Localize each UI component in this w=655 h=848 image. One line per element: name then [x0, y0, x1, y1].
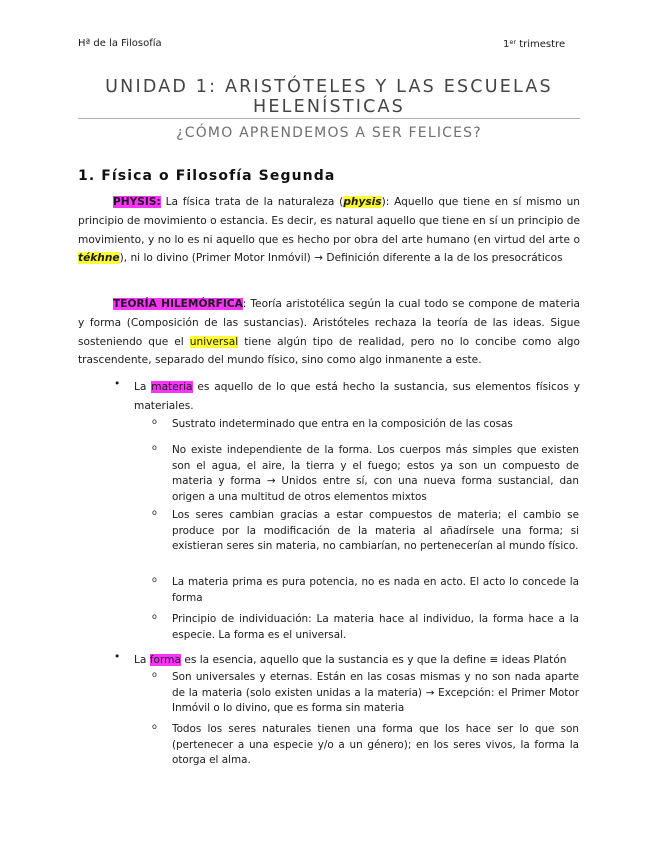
term-physis-italic: physis: [343, 196, 382, 208]
sub-bullet-glyph: o: [152, 443, 157, 452]
header-term-number: 1: [503, 39, 510, 50]
header-subject: Hª de la Filosofía: [78, 38, 162, 49]
term-materia: materia: [151, 381, 193, 393]
paragraph-hilemorfica: [78, 295, 580, 370]
text-run: La: [134, 654, 150, 666]
sub-item-text: Todos los seres naturales tienen una forma que los hace ser lo que son (pertenecer a una especie y/o a un género); en los seres vivos, la forma la otorga el alma.: [172, 723, 579, 766]
bullet-glyph: •: [114, 651, 121, 663]
sub-bullet-glyph: o: [152, 670, 157, 679]
title-divider: [78, 118, 580, 119]
term-forma: forma: [149, 654, 181, 666]
bullet-glyph: •: [114, 378, 121, 390]
header-term-ordinal: er: [509, 38, 517, 46]
page-subtitle: ¿CÓMO APRENDEMOS A SER FELICES?: [176, 125, 482, 141]
page-title: UNIDAD 1: ARISTÓTELES Y LAS ESCUELAS HELENÍSTICAS: [105, 77, 553, 117]
sub-bullet-glyph: o: [152, 508, 157, 517]
sub-bullet-glyph: o: [152, 612, 157, 621]
sub-item-text: Principio de individuación: La materia hace al individuo, la forma hace a la especie. La forma es el universal.: [172, 613, 579, 641]
sub-item-text: Son universales y eternas. Están en las cosas mismas y no son nada aparte de la materia (solo existen unidas a la materia) → Excepción: el Primer Motor Inmóvil o lo divino, que es forma sin materia: [172, 671, 579, 714]
text-run: La física trata de la naturaleza (: [160, 196, 344, 208]
text-run: es la esencia, aquello que la sustancia es y que la define ≡ ideas Platón: [180, 654, 567, 666]
sub-item-text: Los seres cambian gracias a estar compuestos de materia; el cambio se produce por la modificación de la materia al añadírsele una forma; si existieran seres sin materia, no cambiarían, no pertenecerían al mundo físico.: [172, 509, 579, 552]
term-tekhne: tékhne: [78, 252, 120, 265]
text-run: ): Aquello que tiene en sí mismo un principio de movimiento o estancia. Es decir, es natural aquello que tiene en sí un principio de movimiento, y no lo es ni aquello que es hecho por obra del arte humano (en virtud del arte o: [78, 196, 581, 246]
sub-item-text: Sustrato indeterminado que entra en la composición de las cosas: [172, 418, 513, 430]
sub-item-text: La materia prima es pura potencia, no es nada en acto. El acto lo concede la forma: [172, 576, 579, 604]
text-run: tiene algún tipo de realidad, pero no lo concibe como algo trascendente, separado del mundo físico, sino como algo inmanente a este.: [78, 335, 580, 367]
text-run: La: [134, 381, 152, 393]
term-hilemorfica: TEORÍA HILEMÓRFICA: [113, 298, 243, 310]
section-heading: 1. Física o Filosofía Segunda: [78, 168, 336, 184]
header-term-word: trimestre: [516, 39, 566, 50]
text-run: : Teoría aristotélica según la cual todo se compone de materia y forma (Composición de las sustancias). Aristóteles rechaza la teoría de las ideas. Sigue sosteniendo que el: [78, 298, 581, 348]
term-physis: PHYSIS:: [113, 196, 161, 208]
text-run: es aquello de lo que está hecho la sustancia, sus elementos físicos y materiales.: [134, 381, 581, 412]
text-run: ), ni lo divino (Primer Motor Inmóvil) → Definición diferente a la de los presocráticos: [119, 252, 563, 265]
term-universal: universal: [189, 335, 239, 348]
sub-bullet-glyph: o: [152, 722, 157, 731]
bullet-text: [134, 378, 580, 416]
sub-bullet-glyph: o: [152, 575, 157, 584]
sub-bullet-glyph: o: [152, 417, 157, 426]
sub-item-text: No existe independiente de la forma. Los cuerpos más simples que existen son el agua, el aire, la tierra y el fuego; estos ya son un compuesto de materia y forma → Unidos entre sí, con una nueva forma sustancial, dan origen a una multitud de otros elementos mixtos: [172, 444, 579, 503]
paragraph-physis: [78, 193, 580, 268]
header-term: [503, 38, 565, 50]
bullet-text: [134, 651, 580, 670]
